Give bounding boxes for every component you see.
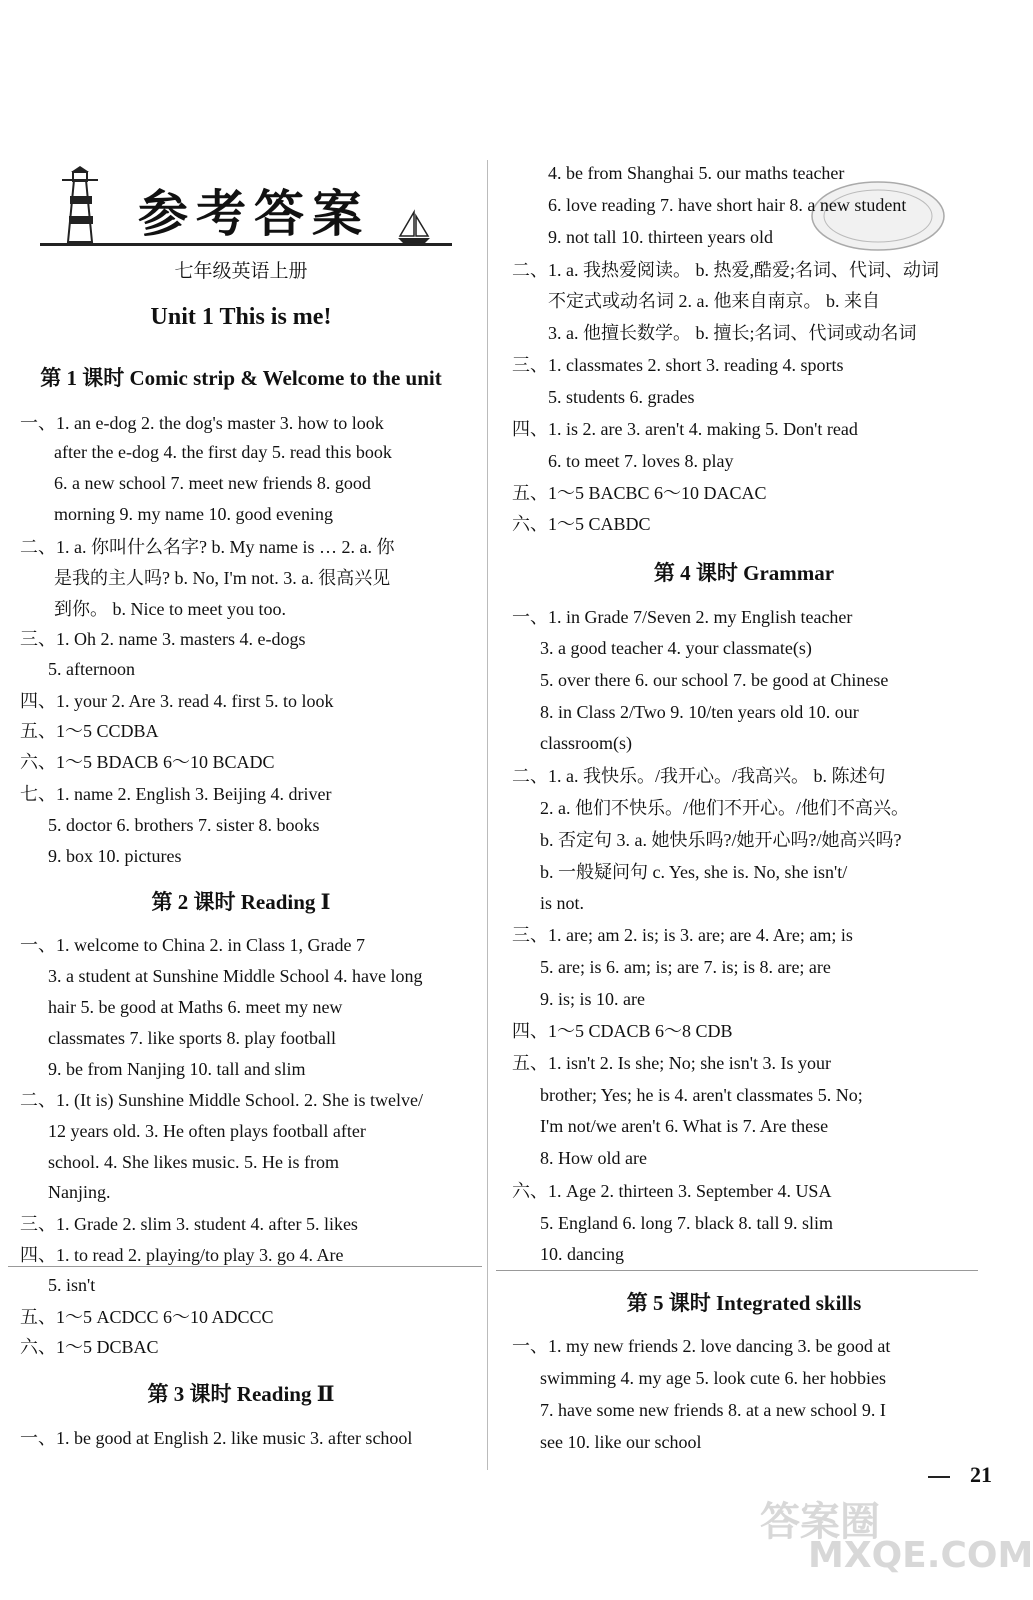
- answer-line: 5. isn't: [48, 1275, 96, 1295]
- answer-line: 二、1. a. 你叫什么名字? b. My name is … 2. a. 你: [20, 537, 395, 557]
- answer-line: 5. over there 6. our school 7. be good at Chinese: [540, 670, 889, 690]
- answer-line: 四、1. is 2. are 3. aren't 4. making 5. Don't read: [512, 419, 858, 439]
- answer-line: swimming 4. my age 5. look cute 6. her hobbies: [540, 1368, 886, 1388]
- column-divider: [487, 160, 488, 1470]
- answer-line: is not.: [540, 893, 585, 913]
- answer-line: 8. in Class 2/Two 9. 10/ten years old 10. our: [540, 702, 859, 722]
- answer-line: 2. a. 他们不快乐。/他们不开心。/他们不高兴。: [540, 798, 909, 818]
- section-rule: [496, 1270, 978, 1271]
- answer-line: 七、1. name 2. English 3. Beijing 4. driver: [20, 784, 332, 804]
- answer-line: classroom(s): [540, 733, 632, 753]
- answer-line: 六、1～5 BDACB 6～10 BCADC: [20, 752, 275, 772]
- answer-line: 一、1. an e-dog 2. the dog's master 3. how to look: [20, 413, 384, 433]
- answer-line: 五、1～5 CCDBA: [20, 721, 159, 741]
- answer-line: 二、1. (It is) Sunshine Middle School. 2. She is twelve/: [20, 1090, 423, 1110]
- answer-line: 9. is; is 10. are: [540, 989, 645, 1009]
- answer-line: 3. a student at Sunshine Middle School 4. have long: [48, 966, 423, 986]
- answer-line: 10. dancing: [540, 1244, 624, 1264]
- answer-line: 5. England 6. long 7. black 8. tall 9. slim: [540, 1213, 833, 1233]
- answer-line: 9. be from Nanjing 10. tall and slim: [48, 1059, 306, 1079]
- answer-line: 二、1. a. 我快乐。/我开心。/我高兴。 b. 陈述句: [512, 766, 886, 786]
- answer-line: after the e-dog 4. the first day 5. read this book: [54, 442, 392, 462]
- answer-line: 三、1. classmates 2. short 3. reading 4. sports: [512, 355, 844, 375]
- section-heading: 第 1 课时 Comic strip & Welcome to the unit: [40, 366, 442, 390]
- answer-line: morning 9. my name 10. good evening: [54, 504, 333, 524]
- page-number: 21: [970, 1462, 992, 1487]
- answer-line: 五、1. isn't 2. Is she; No; she isn't 3. Is your: [512, 1053, 831, 1073]
- answer-line: 不定式或动名词 2. a. 他来自南京。 b. 来自: [548, 291, 880, 311]
- answer-line: 12 years old. 3. He often plays football after: [48, 1121, 366, 1141]
- answer-line: 5. students 6. grades: [548, 387, 695, 407]
- answer-line: 9. not tall 10. thirteen years old: [548, 227, 773, 247]
- answer-line: Nanjing.: [48, 1182, 111, 1202]
- answer-line: 一、1. be good at English 2. like music 3. after school: [20, 1428, 413, 1448]
- answer-line: 9. box 10. pictures: [48, 846, 182, 866]
- page-number-dash: [928, 1476, 950, 1478]
- section-heading: 第 2 课时 Reading Ⅰ: [151, 890, 331, 914]
- answer-line: 是我的主人吗? b. No, I'm not. 3. a. 很高兴见: [54, 568, 391, 588]
- sailboat-icon: [396, 210, 432, 246]
- answer-line: 6. to meet 7. loves 8. play: [548, 451, 734, 471]
- answer-line: 3. a good teacher 4. your classmate(s): [540, 638, 812, 658]
- answer-line: 六、1. Age 2. thirteen 3. September 4. USA: [512, 1181, 832, 1201]
- answer-line: 六、1～5 DCBAC: [20, 1337, 159, 1357]
- watermark-logo: 答案圈: [760, 1499, 880, 1545]
- section-heading: 第 4 课时 Grammar: [653, 561, 835, 585]
- answer-line: 5. afternoon: [48, 659, 135, 679]
- answer-line: 7. have some new friends 8. at a new school 9. I: [540, 1400, 886, 1420]
- answer-line: b. 一般疑问句 c. Yes, she is. No, she isn't/: [540, 862, 848, 882]
- title-underline: [40, 243, 452, 246]
- answer-line: 一、1. my new friends 2. love dancing 3. be good at: [512, 1336, 891, 1356]
- answer-line: 一、1. welcome to China 2. in Class 1, Grade 7: [20, 935, 365, 955]
- section-heading: 第 5 课时 Integrated skills: [626, 1291, 862, 1315]
- answer-line: 三、1. Oh 2. name 3. masters 4. e-dogs: [20, 629, 306, 649]
- lighthouse-icon: [58, 166, 102, 244]
- answer-line: see 10. like our school: [540, 1432, 702, 1452]
- watermark-url: MXQE.COM: [808, 1535, 1033, 1576]
- answer-line: school. 4. She likes music. 5. He is from: [48, 1152, 339, 1172]
- answer-line: I'm not/we aren't 6. What is 7. Are these: [540, 1116, 829, 1136]
- answer-line: 4. be from Shanghai 5. our maths teacher: [548, 163, 845, 183]
- answer-line: classmates 7. like sports 8. play football: [48, 1028, 336, 1048]
- answer-line: 五、1～5 ACDCC 6～10 ADCCC: [20, 1307, 274, 1327]
- answer-line: hair 5. be good at Maths 6. meet my new: [48, 997, 343, 1017]
- page-title: 参考答案: [138, 184, 370, 243]
- answer-line: 8. How old are: [540, 1148, 647, 1168]
- section-heading: Unit 1 This is me!: [150, 304, 332, 330]
- answer-line: 到你。 b. Nice to meet you too.: [54, 599, 286, 619]
- answer-line: b. 否定句 3. a. 她快乐吗?/她开心吗?/她高兴吗?: [540, 830, 902, 850]
- answer-line: 四、1～5 CDACB 6～8 CDB: [512, 1021, 733, 1041]
- section-heading: 第 3 课时 Reading Ⅱ: [147, 1382, 335, 1406]
- answer-line: 四、1. your 2. Are 3. read 4. first 5. to look: [20, 691, 334, 711]
- answer-line: 6. a new school 7. meet new friends 8. good: [54, 473, 371, 493]
- page-subtitle: 七年级英语上册: [174, 261, 308, 282]
- answer-line: 一、1. in Grade 7/Seven 2. my English teacher: [512, 607, 853, 627]
- answer-line: 6. love reading 7. have short hair 8. a new student: [548, 195, 907, 215]
- answer-line: 3. a. 他擅长数学。 b. 擅长;名词、代词或动名词: [548, 323, 917, 343]
- answer-line: 5. are; is 6. am; is; are 7. is; is 8. are; are: [540, 957, 831, 977]
- answer-line: 三、1. are; am 2. is; is 3. are; are 4. Are; am; is: [512, 925, 853, 945]
- answer-line: 四、1. to read 2. playing/to play 3. go 4. Are: [20, 1245, 344, 1265]
- answer-line: 5. doctor 6. brothers 7. sister 8. books: [48, 815, 320, 835]
- answer-line: 二、1. a. 我热爱阅读。 b. 热爱,酷爱;名词、代词、动词: [512, 260, 939, 280]
- answer-line: 六、1～5 CABDC: [512, 514, 651, 534]
- answer-line: 三、1. Grade 2. slim 3. student 4. after 5. likes: [20, 1214, 358, 1234]
- answer-line: 五、1～5 BACBC 6～10 DACAC: [512, 483, 767, 503]
- answer-line: brother; Yes; he is 4. aren't classmates 5. No;: [540, 1085, 863, 1105]
